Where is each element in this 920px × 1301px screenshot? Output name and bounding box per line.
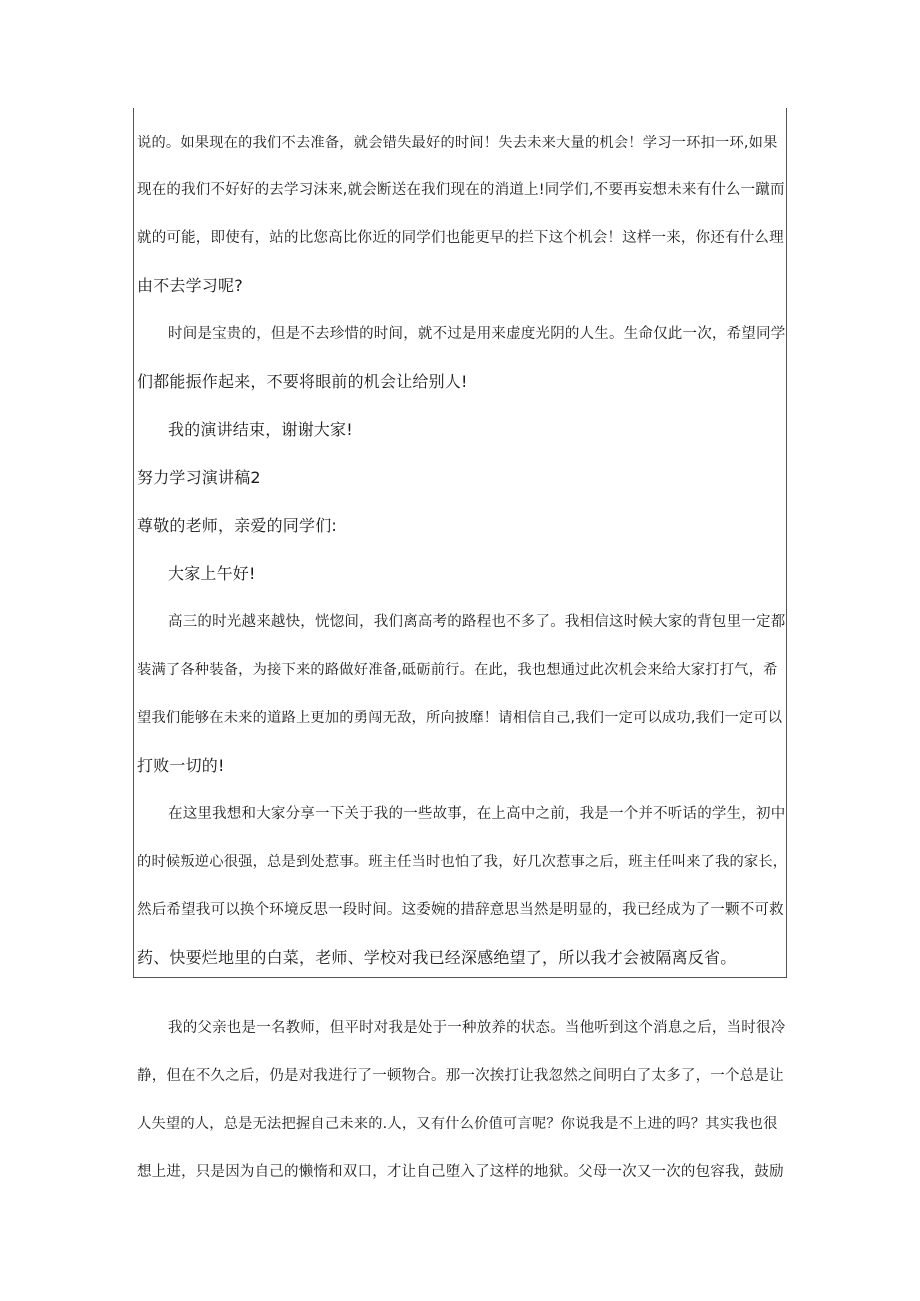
framed-line-8: 努力学习演讲稿2 <box>137 468 261 487</box>
framed-line-14: 打败一切的! <box>137 756 225 775</box>
outside-line-1: 我的父亲也是一名教师，但平时对我是处于一种放养的状态。当他听到这个消息之后，当时很冷 <box>168 1020 786 1036</box>
framed-line-4: 由不去学习呢? <box>137 276 243 295</box>
framed-line-6: 们都能振作起来，不要将眼前的机会让给别人! <box>137 372 468 391</box>
framed-line-10: 大家上午好! <box>168 564 256 583</box>
framed-line-9: 尊敬的老师，亲爱的同学们: <box>137 516 337 535</box>
framed-line-1: 说的。如果现在的我们不去准备，就会错失最好的时间！失去未来大量的机会！学习一环扣一环,如果 <box>137 135 778 151</box>
framed-line-18: 药、快要烂地里的白菜，老师、学校对我已经深感绝望了，所以我才会被隔离反省。 <box>137 948 737 967</box>
framed-line-7: 我的演讲结束，谢谢大家! <box>168 420 353 439</box>
framed-line-5: 时间是宝贵的，但是不去珍惜的时间，就不过是用来虚度光阴的人生。生命仅此一次，希望同学 <box>168 326 786 342</box>
outside-line-2: 静，但在不久之后，仍是对我进行了一顿物合。那一次挨打让我忽然之间明白了太多了，一个总是让 <box>137 1068 784 1084</box>
framed-line-15: 在这里我想和大家分享一下关于我的一些故事，在上高中之前，我是一个并不听话的学生，初中 <box>168 806 786 822</box>
framed-line-17: 然后希望我可以换个环境反思一段时间。这委婉的措辞意思当然是明显的，我已经成为了一颗不可救 <box>137 902 784 918</box>
framed-line-3: 就的可能，即使有，站的比您高比你近的同学们也能更早的拦下这个机会！这样一来，你还有什么理 <box>137 230 784 246</box>
framed-line-13: 望我们能够在未来的道路上更加的勇闯无敌，所向披靡！请相信自己,我们一定可以成功,我们一定可以 <box>137 710 783 726</box>
framed-line-16: 的时候叛逆心很强，总是到处惹事。班主任当时也怕了我，好几次惹事之后，班主任叫来了我的家长， <box>137 854 787 870</box>
framed-line-12: 装满了各种装备，为接下来的路做好准备,砥砺前行。在此，我也想通过此次机会来给大家打打气，希 <box>137 662 778 678</box>
outside-line-3: 人失望的人，总是无法把握自己未来的.人，又有什么价值可言呢？你说我是不上进的吗？其实我也很 <box>137 1116 778 1132</box>
outside-line-4: 想上进，只是因为自己的懒惰和双口，才让自己堕入了这样的地狱。父母一次又一次的包容我，鼓励 <box>137 1164 784 1180</box>
framed-line-11: 高三的时光越来越快，恍惚间，我们离高考的路程也不多了。我相信这时候大家的背包里一定都 <box>168 614 786 630</box>
framed-line-2: 现在的我们不好好的去学习沫来,就会断送在我们现在的消道上!同学们,不要再妄想未来有什么一蹴而 <box>137 182 785 198</box>
